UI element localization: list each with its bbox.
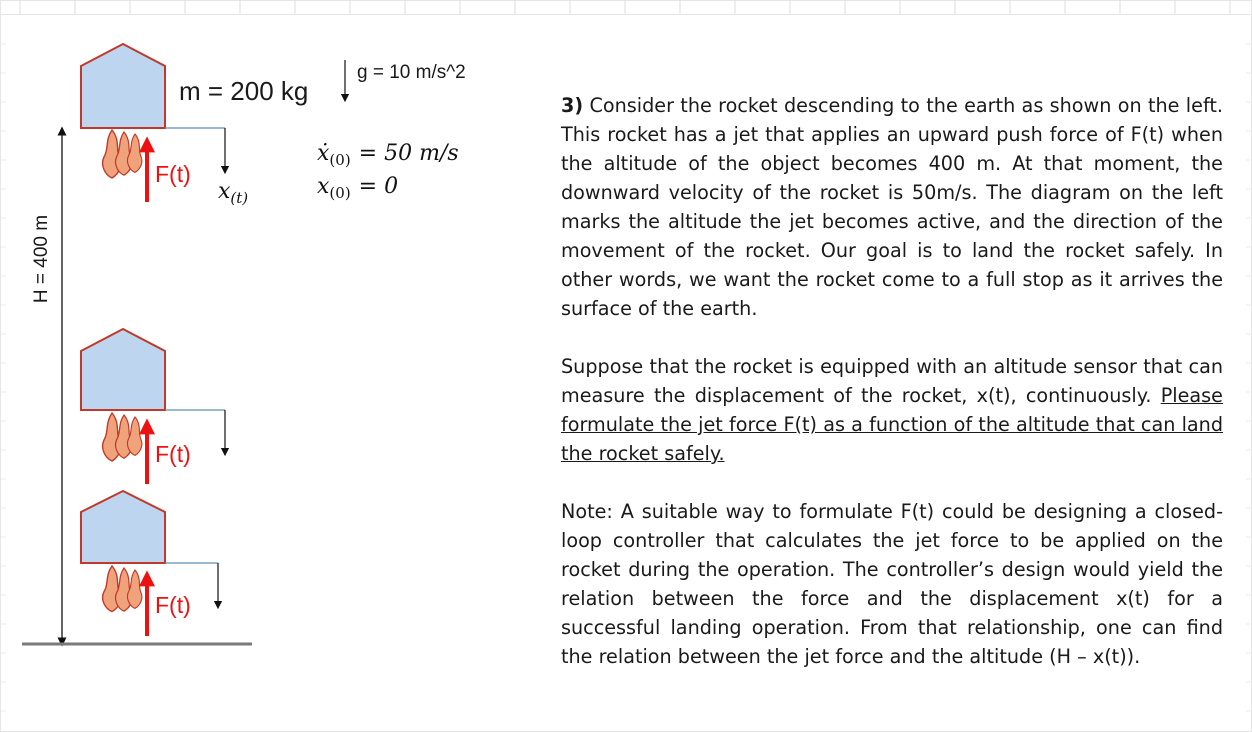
initial-velocity-subscript: (0) (329, 151, 351, 169)
problem-note: Note: A suitable way to formulate F(t) could be designing a closed-loop controller that calculates the jet force to be applied on the rocket during the operation. The controller’s design would yield the relation between the force and the displacement x(t) for a successful landing operation. From that relationship, one can find the relation between the jet force and the altitude (H – x(t)). (561, 500, 1223, 668)
rocket-body (81, 44, 165, 128)
problem-number: 3) (561, 94, 584, 117)
displacement-label (218, 179, 248, 207)
rocket-body (81, 491, 165, 563)
rocket-bottom (81, 491, 218, 636)
mass-label: m = 200 kg (179, 76, 309, 106)
task-instruction: Please formulate the jet force F(t) as a function of the altitude that can land the rocket safely. (561, 384, 1223, 465)
rocket-body (81, 329, 165, 410)
gravity-label: g = 10 m/s^2 (357, 62, 466, 83)
initial-velocity-symbol: ẋ (317, 141, 330, 166)
initial-position-subscript: (0) (329, 184, 351, 202)
height-label: H = 400 m (31, 214, 52, 304)
rocket-middle (81, 329, 225, 484)
displacement-symbol: x (218, 179, 231, 204)
problem-description: Consider the rocket descending to the earth as shown on the left. This rocket has a jet that applies an upward push force of F(t) when the altitude of the object becomes 400 m. At that moment, the downward velocity of the rocket is 50m/s. The diagram on the left marks the altitude the jet becomes active, and the direction of the movement of the rocket. Our goal is to land the rocket safely. In other words, we want the rocket come to a full stop as it arrives the surface of the earth. (561, 94, 1223, 320)
initial-velocity (317, 141, 459, 169)
displacement-subscript: (t) (230, 189, 249, 207)
problem-statement (561, 91, 1223, 671)
force-label: F(t) (155, 441, 191, 467)
rocket-top (81, 44, 308, 207)
jet-flame-icon (103, 413, 142, 461)
problem-paragraph-2 (561, 352, 1223, 468)
initial-position-symbol: x (317, 174, 330, 199)
initial-velocity-value: = 50 m/s (358, 141, 459, 166)
sensor-description: Suppose that the rocket is equipped with an altitude sensor that can measure the displacement of the rocket, x(t), continuously. (561, 355, 1223, 407)
initial-position (317, 174, 398, 202)
initial-position-value: = 0 (358, 174, 399, 199)
jet-flame-icon (103, 130, 142, 178)
rocket-diagram (0, 0, 540, 732)
problem-paragraph-1 (561, 91, 1223, 323)
jet-flame-icon (103, 566, 142, 612)
force-label: F(t) (155, 592, 191, 618)
force-label: F(t) (155, 161, 191, 187)
